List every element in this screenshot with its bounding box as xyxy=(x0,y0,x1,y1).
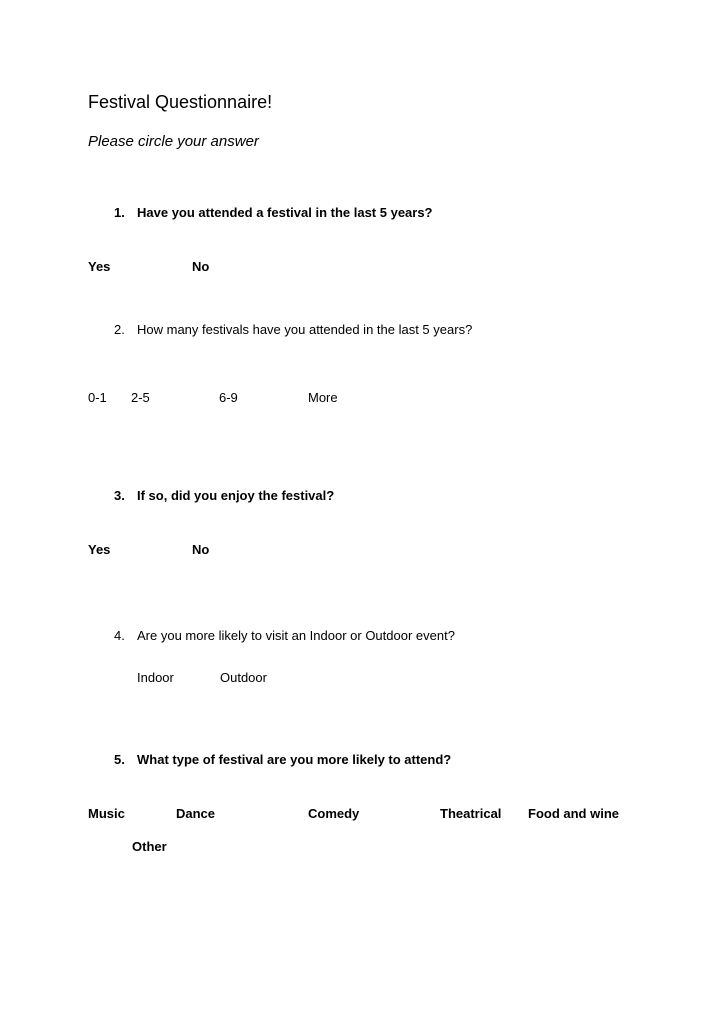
question-4-number: 4. xyxy=(114,628,125,643)
question-3-number: 3. xyxy=(114,488,125,503)
question-5-text: What type of festival are you more likely to attend? xyxy=(137,752,452,767)
question-5-number: 5. xyxy=(114,752,125,767)
q2-option-more[interactable]: More xyxy=(308,390,338,405)
q5-option-comedy[interactable]: Comedy xyxy=(308,806,360,821)
question-3-text: If so, did you enjoy the festival? xyxy=(137,488,335,503)
q5-option-other[interactable]: Other xyxy=(132,839,167,854)
page-title: Festival Questionnaire! xyxy=(88,92,273,112)
q4-option-indoor[interactable]: Indoor xyxy=(137,670,174,685)
question-2-text: How many festivals have you attended in the last 5 years? xyxy=(137,322,473,337)
q4-option-outdoor[interactable]: Outdoor xyxy=(220,670,267,685)
q2-option-6-9[interactable]: 6-9 xyxy=(219,390,238,405)
page-subtitle: Please circle your answer xyxy=(88,133,259,150)
q3-option-yes[interactable]: Yes xyxy=(88,542,111,557)
q5-option-theatrical[interactable]: Theatrical xyxy=(440,806,502,821)
q1-option-yes[interactable]: Yes xyxy=(88,259,111,274)
q1-option-no[interactable]: No xyxy=(192,259,210,274)
question-2-number: 2. xyxy=(114,322,125,337)
question-4-text: Are you more likely to visit an Indoor or Outdoor event? xyxy=(137,628,455,643)
q2-option-0-1[interactable]: 0-1 xyxy=(88,390,107,405)
q5-option-food-and-wine[interactable]: Food and wine xyxy=(528,806,619,821)
question-1-text: Have you attended a festival in the last 5 years? xyxy=(137,205,433,220)
q5-option-dance[interactable]: Dance xyxy=(176,806,216,821)
question-1-number: 1. xyxy=(114,205,125,220)
q3-option-no[interactable]: No xyxy=(192,542,210,557)
q5-option-music[interactable]: Music xyxy=(88,806,125,821)
q2-option-2-5[interactable]: 2-5 xyxy=(131,390,150,405)
